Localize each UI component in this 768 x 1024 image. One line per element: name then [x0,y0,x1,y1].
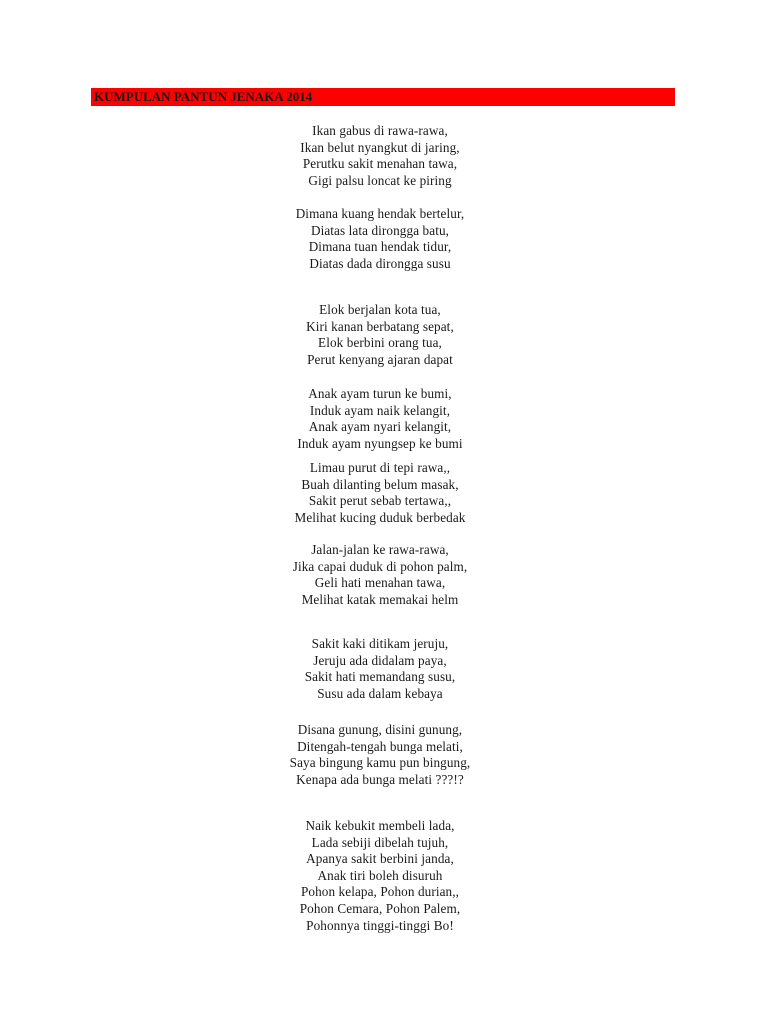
pantun-line: Perutku sakit menahan tawa, [302,156,458,172]
pantun-line: Pohon Cemara, Pohon Palem, [299,900,461,916]
pantun-stanza [190,542,570,608]
pantun-line: Saya bingung kamu pun bingung, [289,755,471,771]
pantun-line: Perut kenyang ajaran dapat [307,351,453,367]
pantun-line: Diatas dada dirongga susu [309,255,451,271]
pantun-line: Anak ayam nyari kelangit, [308,419,452,435]
pantun-line: Sakit kaki ditikam jeruju, [311,636,449,651]
pantun-line: Pohonnya tinggi-tinggi Bo! [306,917,454,933]
pantun-line: Anak ayam turun ke bumi, [308,386,452,401]
pantun-line: Diatas lata dirongga batu, [310,222,450,238]
pantun-line: Buah dilanting belum masak, [301,476,459,492]
pantun-line: Elok berbini orang tua, [318,335,442,351]
pantun-line: Naik kebukit membeli lada, [305,818,455,833]
pantun-stanza [190,302,570,368]
pantun-line: Apanya sakit berbini janda, [306,851,454,867]
pantun-line: Geli hati menahan tawa, [314,575,446,591]
pantun-line: Gigi palsu loncat ke piring [308,172,452,188]
pantun-stanza [190,123,570,189]
pantun-stanza [190,636,570,702]
pantun-line: Dimana tuan hendak tidur, [308,239,452,255]
pantun-stanza [190,818,570,934]
pantun-stanza [190,206,570,272]
pantun-line: Induk ayam naik kelangit, [309,402,451,418]
pantun-line: Kenapa ada bunga melati ???!? [296,771,464,787]
pantun-line: Melihat katak memakai helm [301,591,459,607]
pantun-line: Jika capai duduk di pohon palm, [292,558,468,574]
pantun-line: Ikan gabus di rawa-rawa, [312,123,448,138]
pantun-line: Jalan-jalan ke rawa-rawa, [311,542,449,557]
pantun-line: Lada sebiji dibelah tujuh, [311,834,449,850]
pantun-line: Pohon kelapa, Pohon durian,, [300,884,460,900]
pantun-line: Kiri kanan berbatang sepat, [306,318,454,334]
pantun-line: Sakit hati memandang susu, [304,669,456,685]
title-bar [91,88,675,106]
pantun-stanza [190,386,570,452]
document-title: KUMPULAN PANTUN JENAKA 2014 [94,89,313,104]
pantun-line: Ditengah-tengah bunga melati, [297,738,463,754]
pantun-line: Limau purut di tepi rawa,, [309,460,451,475]
pantun-stanza [190,722,570,788]
pantun-line: Induk ayam nyungsep ke bumi [297,435,463,451]
pantun-line: Dimana kuang hendak bertelur, [295,206,465,221]
pantun-line: Elok berjalan kota tua, [319,302,441,317]
pantun-line: Susu ada dalam kebaya [317,685,443,701]
pantun-stanza [190,460,570,526]
pantun-line: Disana gunung, disini gunung, [297,722,463,737]
pantun-line: Anak tiri boleh disuruh [317,867,443,883]
pantun-line: Jeruju ada didalam paya, [313,652,447,668]
pantun-line: Sakit perut sebab tertawa,, [308,493,452,509]
pantun-line: Melihat kucing duduk berbedak [294,509,466,525]
pantun-line: Ikan belut nyangkut di jaring, [300,139,460,155]
